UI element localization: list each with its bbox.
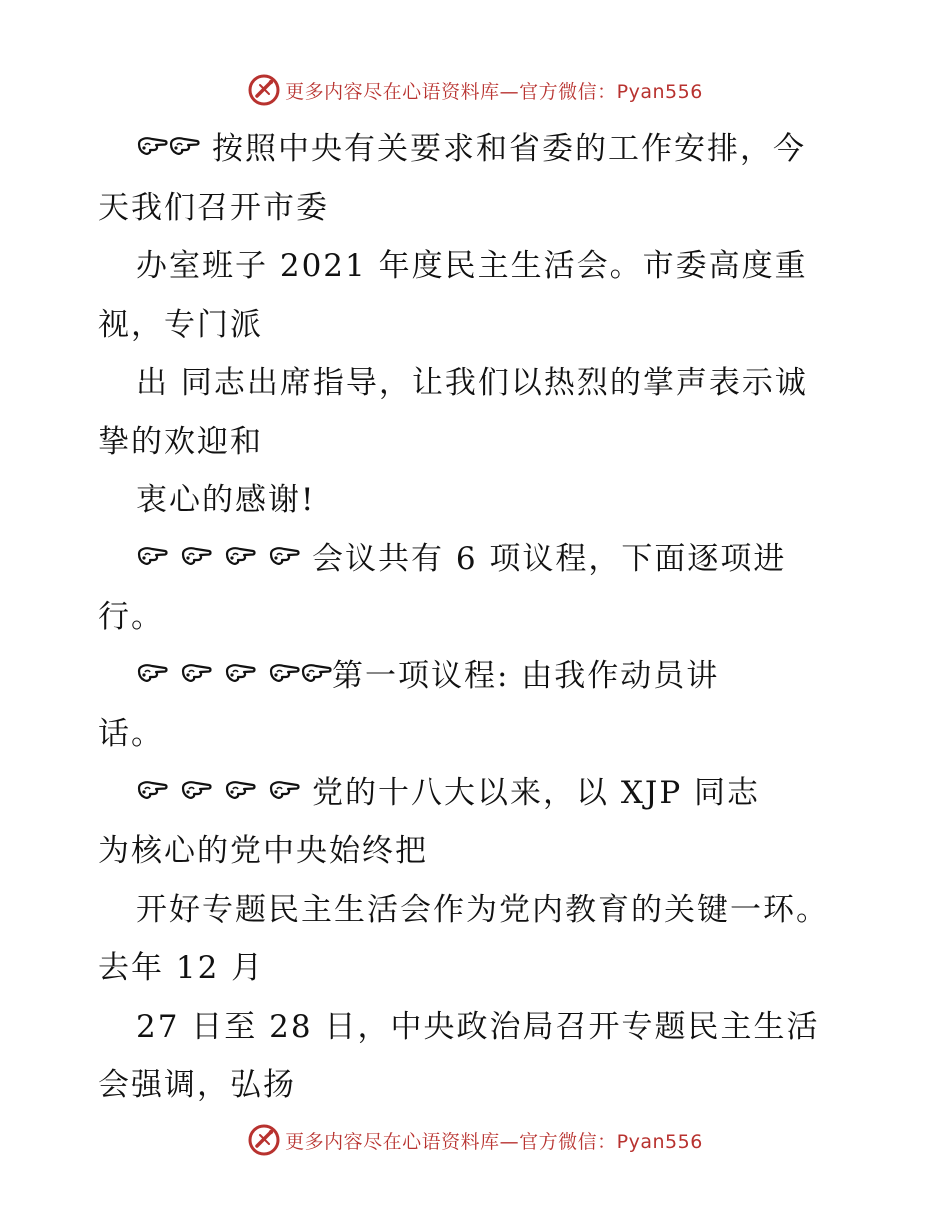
text-line	[98, 647, 858, 706]
text-line	[98, 822, 858, 881]
text-line-content: 天我们召开市委	[98, 189, 329, 226]
hand-pointing-icon	[268, 528, 300, 587]
hand-pointing-icon	[300, 645, 332, 704]
hand-pointing-icon	[136, 528, 168, 587]
text-line-content: 会议共有 6 项议程，下面逐项进	[312, 540, 787, 577]
text-line-content: 开好专题民主生活会作为党内教育的关键一环。	[136, 891, 829, 928]
text-line	[98, 530, 858, 589]
text-line-content: 话。	[98, 716, 164, 752]
text-line-content: 按照中央有关要求和省委的工作安排，今	[212, 131, 806, 167]
footer-watermark-text: 更多内容尽在心语资料库—官方微信：Pyan556	[285, 1130, 703, 1153]
hand-pointing-icon	[268, 762, 300, 821]
text-line	[98, 705, 858, 764]
text-line-content: 衷心的感谢!	[136, 482, 316, 518]
text-line	[98, 237, 858, 296]
text-line	[98, 179, 858, 238]
text-line	[98, 354, 858, 413]
hand-pointing-icon	[224, 645, 256, 704]
text-line	[98, 764, 858, 823]
hand-pointing-icon	[180, 645, 212, 704]
header-watermark	[0, 70, 950, 110]
text-line	[98, 413, 858, 472]
text-line-content: 会强调，弘扬	[98, 1067, 296, 1103]
hand-pointing-icon	[136, 118, 168, 177]
text-line-content: 办室班子 2021 年度民主生活会。市委高度重	[136, 248, 808, 284]
text-line-content: 第一项议程: 由我作动员讲	[332, 657, 720, 694]
text-line-content: 27 日至 28 日，中央政治局召开专题民主生活	[136, 1008, 820, 1045]
hand-pointing-icon	[180, 528, 212, 587]
text-line	[98, 471, 858, 530]
text-line	[98, 120, 858, 179]
text-line-content: 党的十八大以来，以 XJP 同志	[312, 774, 761, 811]
seal-logo-icon	[247, 1123, 281, 1157]
text-line-content: 去年 12 月	[98, 950, 265, 986]
hand-pointing-icon	[224, 762, 256, 821]
text-line-content: 挚的欢迎和	[98, 423, 263, 460]
text-line	[98, 998, 858, 1057]
header-watermark-text: 更多内容尽在心语资料库—官方微信：Pyan556	[285, 80, 703, 103]
text-line	[98, 1056, 858, 1115]
hand-pointing-icon	[136, 645, 168, 704]
text-line	[98, 881, 858, 940]
document-body	[98, 120, 858, 1115]
text-line-content: 为核心的党中央始终把	[98, 833, 428, 869]
text-line	[98, 296, 858, 355]
hand-pointing-icon	[136, 762, 168, 821]
text-line	[98, 588, 858, 647]
text-line	[98, 939, 858, 998]
hand-pointing-icon	[268, 645, 300, 704]
text-line-content: 出 同志出席指导，让我们以热烈的掌声表示诚	[136, 365, 808, 401]
hand-pointing-icon	[224, 528, 256, 587]
hand-pointing-icon	[180, 762, 212, 821]
text-line-content: 视，专门派	[98, 306, 263, 343]
footer-watermark	[0, 1120, 950, 1160]
text-line-content: 行。	[98, 599, 164, 635]
hand-pointing-icon	[168, 118, 200, 177]
seal-logo-icon	[247, 73, 281, 107]
